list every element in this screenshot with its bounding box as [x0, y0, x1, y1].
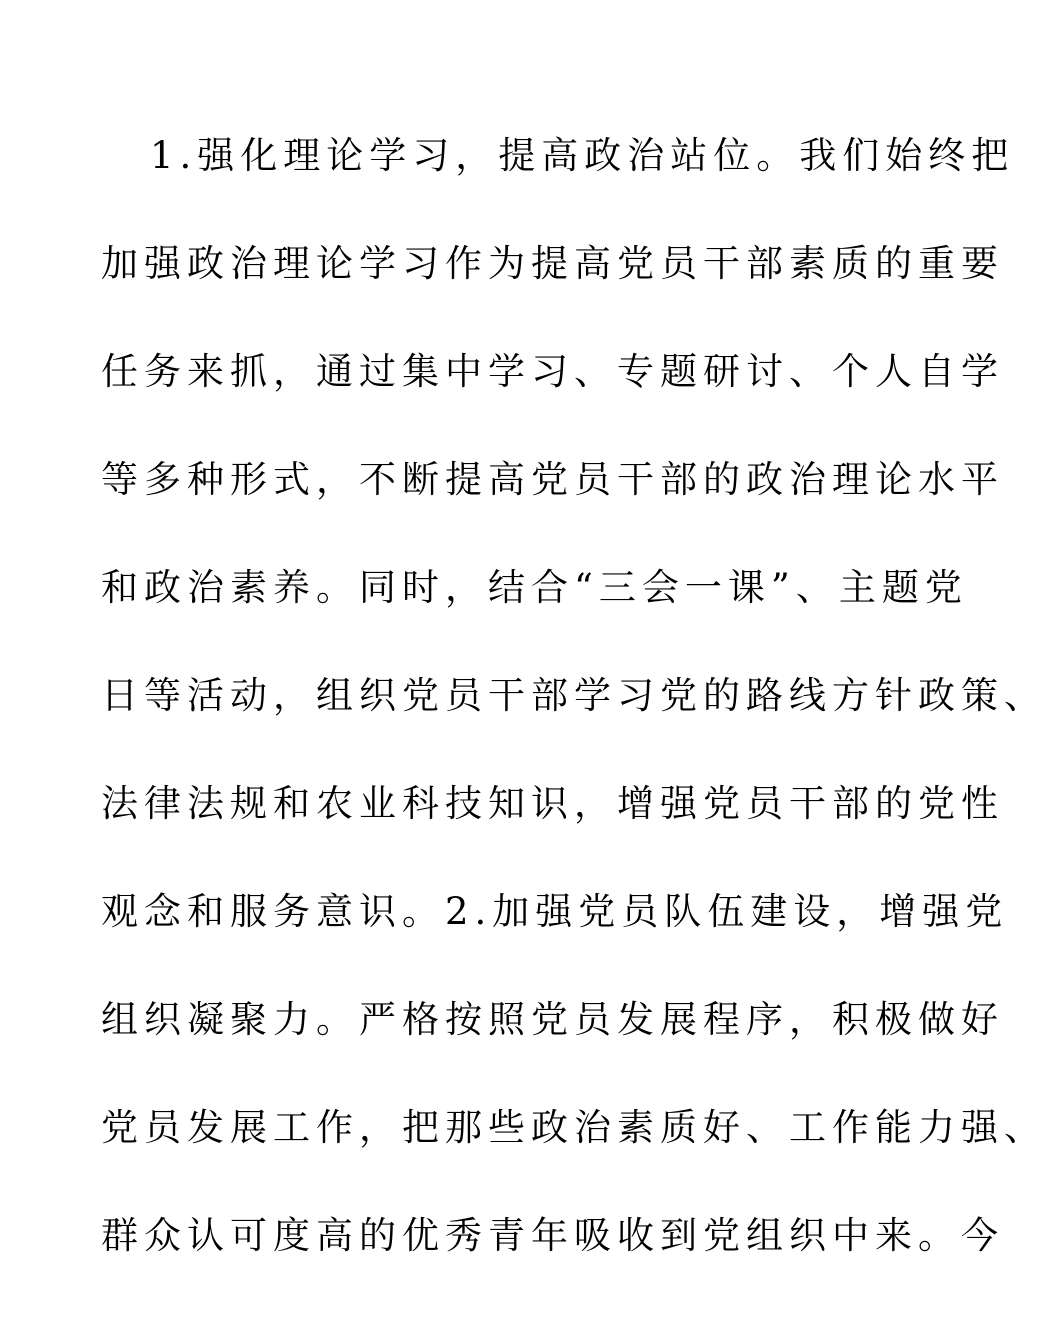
text-line-4: 等多种形式，不断提高党员干部的政治理论水平	[101, 458, 1004, 501]
text-line-2: 加强政治理论学习作为提高党员干部素质的重要	[101, 242, 1004, 285]
text-line-7: 法律法规和农业科技知识，增强党员干部的党性	[101, 782, 1004, 825]
text-line-10: 党员发展工作，把那些政治素质好、工作能力强、	[101, 1106, 1047, 1149]
text-line-6: 日等活动，组织党员干部学习党的路线方针政策、	[101, 674, 1047, 717]
text-line-5: 和政治素养。同时，结合“三会一课”、主题党	[101, 566, 968, 609]
text-line-8: 观念和服务意识。2.加强党员队伍建设，增强党	[101, 890, 1009, 933]
text-line-3: 任务来抓，通过集中学习、专题研讨、个人自学	[101, 350, 1004, 393]
text-line-1: 1.强化理论学习，提高政治站位。我们始终把	[150, 134, 1015, 177]
text-line-11: 群众认可度高的优秀青年吸收到党组织中来。今	[101, 1214, 1004, 1257]
text-line-9: 组织凝聚力。严格按照党员发展程序，积极做好	[101, 998, 1004, 1041]
